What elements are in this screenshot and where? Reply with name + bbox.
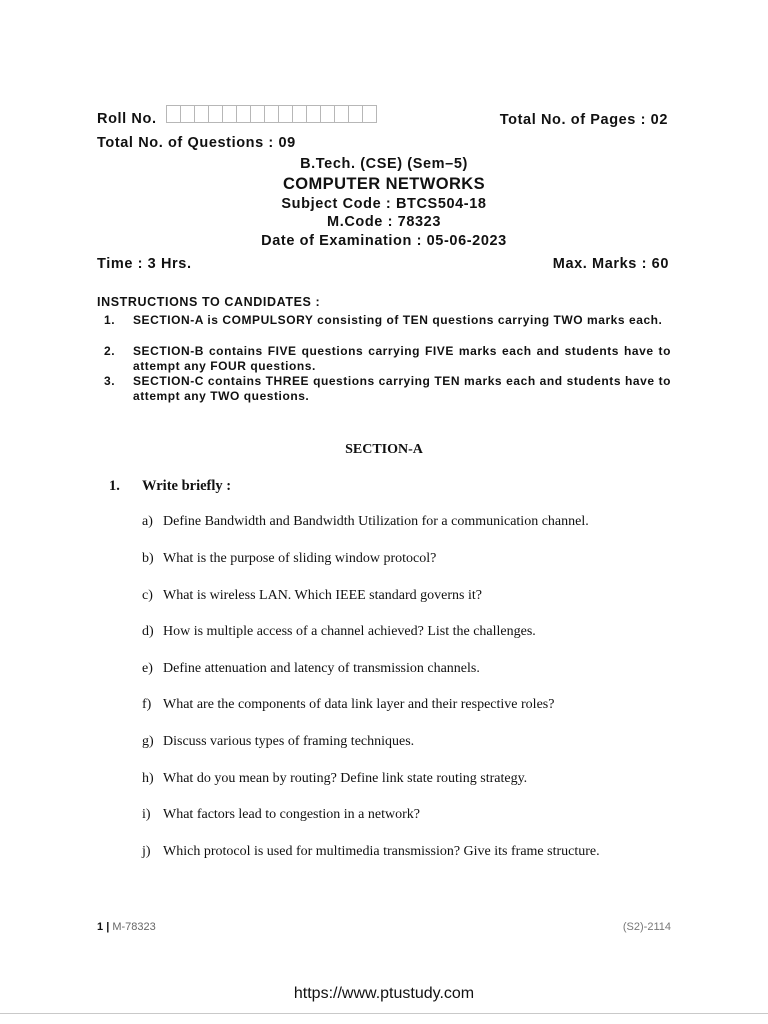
instruction-item: [97, 374, 671, 404]
sub-question-letter: c): [142, 588, 153, 603]
sub-question-letter: h): [142, 771, 154, 786]
sub-question-text: What is the purpose of sliding window protocol?: [163, 551, 437, 566]
sub-question-text: Which protocol is used for multimedia transmission? Give its frame structure.: [163, 844, 600, 859]
sub-question-letter: i): [142, 807, 151, 822]
footer-right-code: (S2)-2114: [622, 921, 671, 933]
instruction-text: SECTION-C contains THREE questions carrying TEN marks each and students have to attempt any TWO questions.: [133, 374, 671, 403]
max-marks: Max. Marks : 60: [552, 256, 669, 272]
footer-page-number: 1: [97, 921, 104, 933]
sub-question: [142, 697, 554, 713]
instructions-title: INSTRUCTIONS TO CANDIDATES :: [97, 295, 321, 309]
m-code: M.Code : 78323: [327, 214, 441, 230]
subject-code: Subject Code : BTCS504-18: [281, 196, 487, 212]
instruction-item: [97, 313, 671, 328]
question-heading: Write briefly :: [142, 478, 232, 494]
footer-separator: |: [106, 921, 110, 933]
instruction-text: SECTION-A is COMPULSORY consisting of TEN questions carrying TWO marks each.: [133, 313, 663, 327]
footer-page-info: [97, 921, 156, 933]
sub-question-text: Define Bandwidth and Bandwidth Utilization for a communication channel.: [163, 514, 589, 529]
instruction-number: 2.: [104, 344, 116, 358]
instruction-number: 3.: [104, 374, 116, 388]
roll-number-label: Roll No.: [97, 111, 157, 127]
roll-number-boxes: [166, 105, 376, 123]
total-pages: Total No. of Pages : 02: [499, 112, 668, 128]
sub-question-letter: e): [142, 661, 153, 676]
sub-question-letter: g): [142, 734, 154, 749]
source-url: https://www.ptustudy.com: [293, 985, 475, 1002]
sub-question-text: What are the components of data link layer and their respective roles?: [163, 697, 555, 712]
sub-question-text: What is wireless LAN. Which IEEE standard governs it?: [163, 588, 482, 603]
sub-question-text: Discuss various types of framing techniques.: [163, 734, 415, 749]
sub-question-text: What factors lead to congestion in a network?: [163, 807, 420, 822]
sub-question: [142, 844, 600, 860]
sub-question: [142, 661, 480, 677]
section-a-title: SECTION-A: [345, 442, 423, 457]
sub-question-letter: j): [142, 844, 151, 859]
question-number: 1.: [109, 478, 120, 494]
sub-question: [142, 807, 420, 823]
sub-question: [142, 734, 414, 750]
sub-question-letter: f): [142, 697, 152, 712]
sub-question-text: What do you mean by routing? Define link state routing strategy.: [163, 771, 528, 786]
sub-question-text: Define attenuation and latency of transmission channels.: [163, 661, 480, 676]
sub-question: [142, 588, 482, 604]
bottom-divider: [0, 1013, 768, 1014]
sub-question-text: How is multiple access of a channel achieved? List the challenges.: [163, 624, 536, 639]
sub-question: [142, 624, 536, 640]
footer-code: M-78323: [112, 921, 156, 933]
instruction-number: 1.: [104, 313, 116, 327]
sub-question-letter: d): [142, 624, 154, 639]
sub-question-letter: b): [142, 551, 154, 566]
sub-question: [142, 551, 436, 567]
instruction-item: [97, 344, 671, 374]
instruction-text: SECTION-B contains FIVE questions carrying FIVE marks each and students have to attempt any FOUR questions.: [133, 344, 671, 373]
sub-question: [142, 514, 589, 530]
degree-line: B.Tech. (CSE) (Sem–5): [300, 156, 468, 172]
time-allowed: Time : 3 Hrs.: [97, 256, 192, 272]
exam-date: Date of Examination : 05-06-2023: [261, 233, 507, 249]
sub-question-letter: a): [142, 514, 153, 529]
total-questions: Total No. of Questions : 09: [97, 135, 296, 151]
subject-title: COMPUTER NETWORKS: [282, 175, 486, 193]
sub-question: [142, 771, 527, 787]
